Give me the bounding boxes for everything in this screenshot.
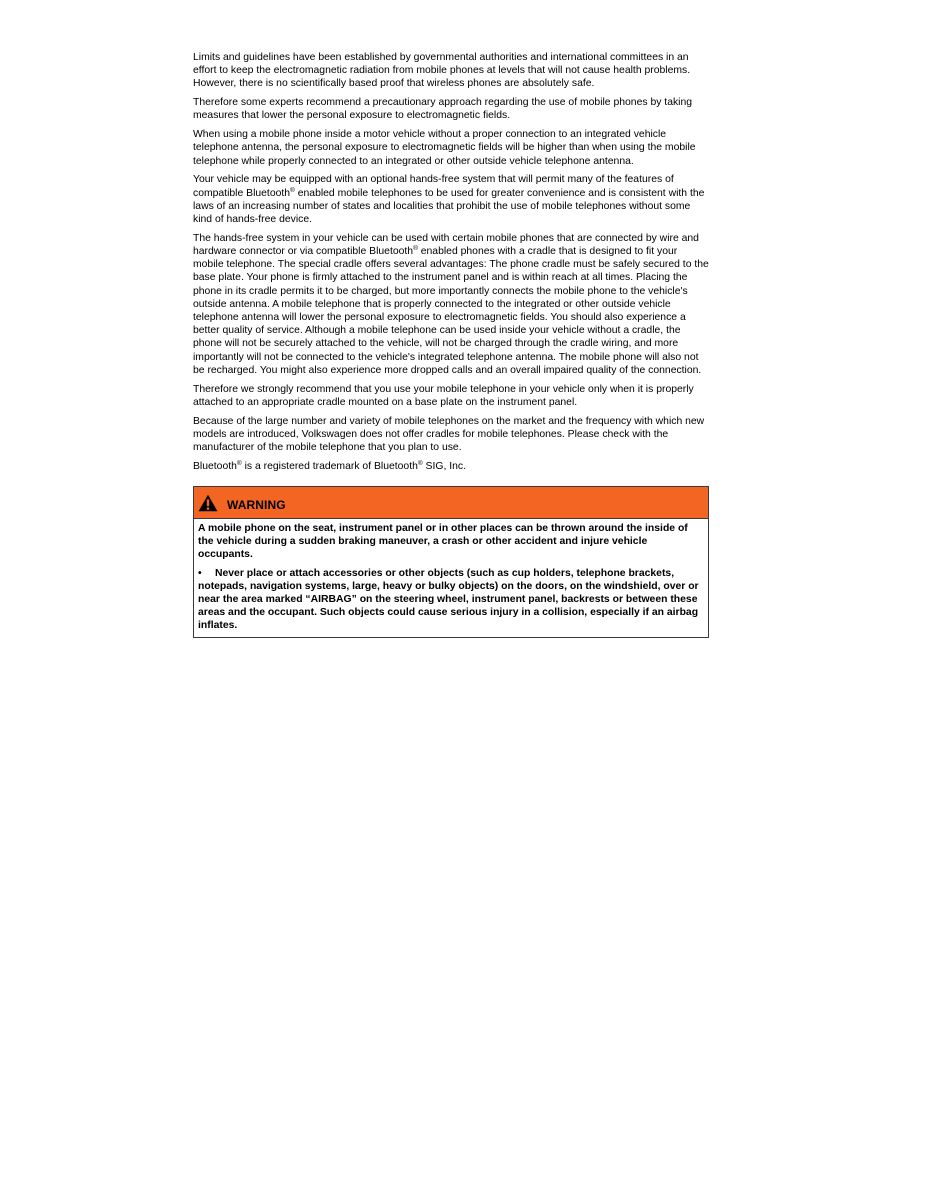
paragraph-text: enabled mobile telephones to be used for greater convenience and is consistent with the laws of an increasing number of states and localities that prohibit the use of mobile telephones without some kind of hands-free device.: [193, 187, 705, 226]
warning-body: [194, 519, 708, 637]
registered-trademark-mark: ®: [236, 459, 242, 467]
warning-bullet-text: Never place or attach accessories or other objects (such as cup holders, telephone brackets, notepads, navigation systems, large, heavy or bulky objects) on the doors, on the windshield, over or near the area marked “AIRBAG” on the steering wheel, instrument panel, backrests or between these areas and the occupant. Such objects could cause serious injury in a collision, especially if an airbag inflates.: [198, 567, 699, 632]
paragraph-text: When using a mobile phone inside a motor vehicle without a proper connection to an integrated vehicle telephone antenna, the personal exposure to electromagnetic fields will be higher than when using the mobile telephone while properly connected to an integrated or other outside vehicle telephone antenna.: [193, 129, 696, 167]
body-paragraph: [193, 460, 709, 473]
warning-paragraph: A mobile phone on the seat, instrument panel or in other places can be thrown around the inside of the vehicle during a sudden braking maneuver, a crash or other accident and injure vehicle occupants.: [198, 523, 688, 561]
body-paragraph: [193, 415, 709, 455]
body-paragraph: [193, 173, 709, 226]
document-body: [193, 51, 709, 638]
paragraph-text: Your vehicle may be equipped with an optional hands-free system that will permit many of the features of compatible Bluetooth: [193, 174, 674, 199]
paragraph-text: Bluetooth: [193, 460, 237, 472]
warning-triangle-icon: [198, 494, 218, 512]
paragraph-text: Therefore some experts recommend a precautionary approach regarding the use of mobile phones by taking measures that lower the personal exposure to electromagnetic fields.: [193, 97, 693, 122]
paragraph-text: Because of the large number and variety of mobile telephones on the market and the frequency with which new models are introduced, Volkswagen does not offer cradles for mobile telephones. Please check with the manufacturer of the mobile telephone that you plan to use.: [193, 415, 705, 454]
paragraph-text: enabled phones with a cradle that is designed to fit your mobile telephone. The special cradle offers several advantages: The phone cradle must be safely secured to the base plate. Your phone is firmly attached to the instrument panel and is within reach at all times. Placing the phone in its cradle permits it to be charged, but more importantly connects the mobile phone to the vehicle's outside antenna. A mobile telephone that is properly connected to the integrated or other outside vehicle telephone antenna will lower the personal exposure to electromagnetic fields. You should also experience a better quality of service. Although a mobile telephone can be used inside your vehicle without a cradle, the phone will not be securely attached to the vehicle, will not be charged through the cradle wiring, and more importantly will not be connected to the vehicle's integrated telephone antenna. The mobile phone will also not be recharged. You might also experience more dropped calls and an overall impaired quality of the connection.: [193, 246, 709, 376]
warning-box: [193, 486, 709, 638]
paragraph-text: Therefore we strongly recommend that you use your mobile telephone in your vehicle only when it is properly attached to an appropriate cradle mounted on a base plate on the instrument panel.: [193, 383, 694, 408]
paragraph-text: The hands-free system in your vehicle can be used with certain mobile phones that are connected by wire and hardware connector or via compatible Bluetooth: [193, 232, 699, 258]
warning-bullet-item: [198, 567, 704, 633]
body-paragraph: [193, 232, 709, 377]
body-paragraph: [193, 51, 709, 91]
registered-trademark-mark: ®: [413, 245, 418, 253]
paragraph-text: SIG, Inc.: [422, 460, 466, 472]
warning-header: [194, 487, 708, 519]
registered-trademark-mark: ®: [290, 186, 295, 194]
body-paragraph: [193, 383, 709, 409]
body-paragraph: [193, 96, 709, 122]
body-text: [193, 51, 709, 473]
registered-trademark-mark: ®: [417, 459, 423, 467]
paragraph-text: is a registered trademark of Bluetooth: [241, 460, 418, 472]
paragraph-text: Limits and guidelines have been established by governmental authorities and international committees in an effort to keep the electromagnetic radiation from mobile phones at levels that will not cause health problems. However, there is no scientifically based proof that wireless phones are absolutely safe.: [193, 52, 691, 90]
bullet-glyph: •: [198, 567, 202, 579]
body-paragraph: [193, 128, 709, 168]
warning-title: WARNING: [227, 497, 286, 512]
